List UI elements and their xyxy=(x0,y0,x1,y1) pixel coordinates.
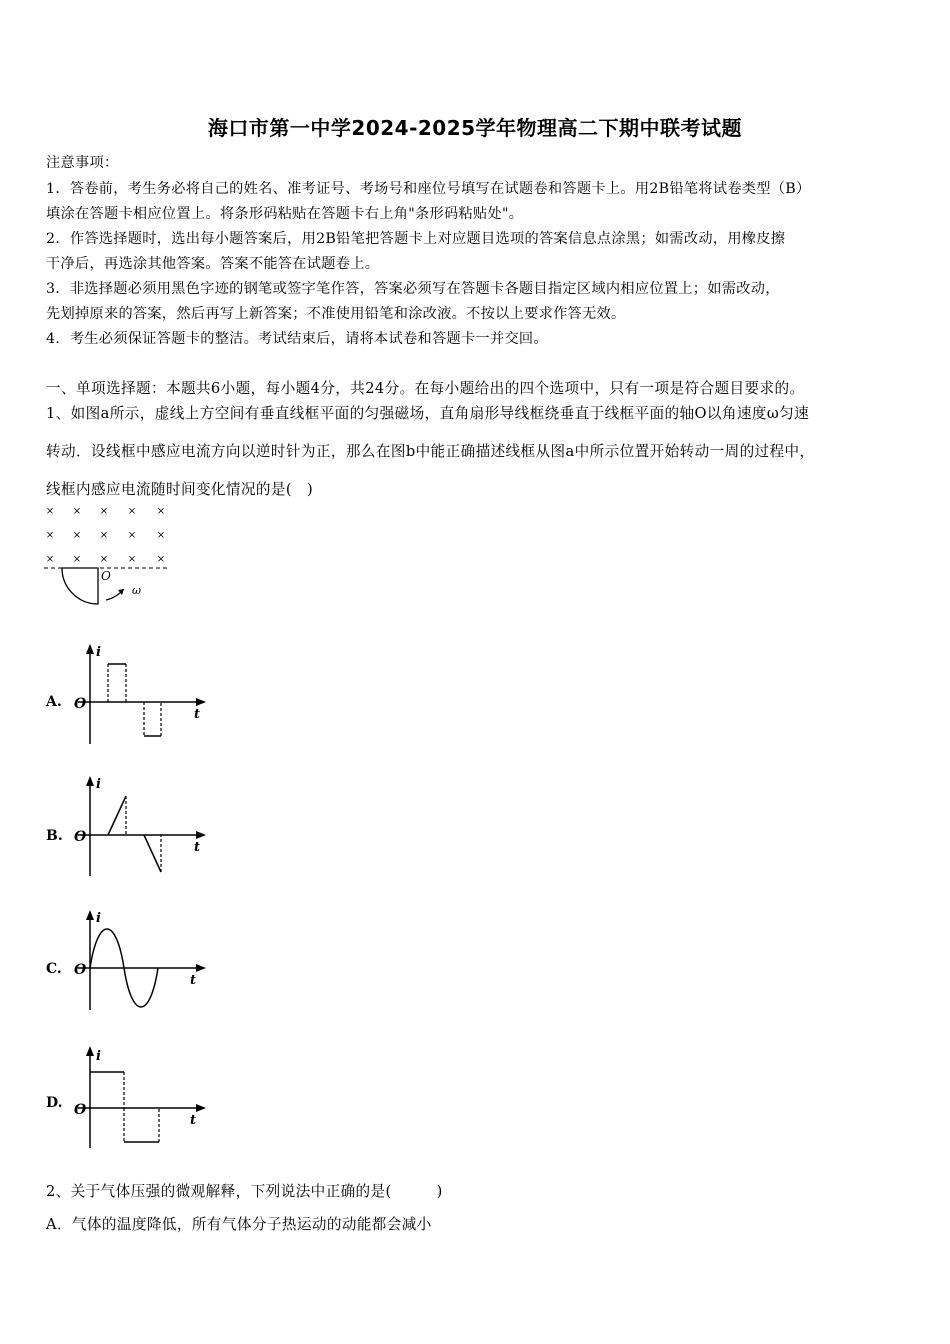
x-axis-label: t xyxy=(194,840,201,855)
page-title: 海口市第一中学2024-2025学年物理高二下期中联考试题 xyxy=(207,116,743,140)
notice-line: 2．作答选择题时，选出每小题答案后，用2B铅笔把答题卡上对应题目选项的答案信息点涂黑；如需改动，用橡皮擦 xyxy=(46,231,786,247)
field-cross-mark: × xyxy=(99,554,109,565)
field-cross-mark: × xyxy=(99,506,109,517)
field-cross-mark: × xyxy=(45,530,55,541)
question-1-stem: 转动．设线框中感应电流方向以逆时针为正，那么在图b中能正确描述线框从图a中所示位置开始转动一周的过程中， xyxy=(46,443,815,460)
field-cross-mark: × xyxy=(45,554,55,565)
y-axis-label: i xyxy=(96,777,101,792)
y-axis-arrowhead xyxy=(86,644,94,654)
option-a-graph[interactable] xyxy=(70,640,220,750)
option-a-label[interactable]: A. xyxy=(46,694,62,710)
rising-ramp xyxy=(108,796,126,835)
falling-ramp xyxy=(144,835,161,872)
field-cross-mark: × xyxy=(127,554,137,565)
sector-frame xyxy=(62,568,98,604)
x-axis-arrowhead xyxy=(196,1104,206,1112)
origin-label: O xyxy=(74,1102,87,1118)
field-cross-mark: × xyxy=(127,506,137,517)
question-1-stem: 1、如图a所示，虚线上方空间有垂直线框平面的匀强磁场，直角扇形导线框绕垂直于线框平面的轴O以角速度ω匀速 xyxy=(46,405,810,422)
notice-line: 4．考生必须保证答题卡的整洁。考试结束后，请将本试卷和答题卡一并交回。 xyxy=(46,331,548,347)
origin-label: O xyxy=(74,962,87,978)
notice-line: 先划掉原来的答案，然后再写上新答案；不准使用铅笔和涂改液。不按以上要求作答无效。 xyxy=(46,306,626,322)
x-axis-arrowhead xyxy=(196,831,206,839)
question-1-stem: 线框内感应电流随时间变化情况的是( ) xyxy=(46,481,314,498)
omega-label: ω xyxy=(132,584,141,597)
section-heading: 一、单项选择题：本题共6小题，每小题4分，共24分。在每小题给出的四个选项中，只有一项是符合题目要求的。 xyxy=(46,380,805,397)
notice-heading: 注意事项： xyxy=(46,155,119,171)
y-axis-label: i xyxy=(96,911,101,926)
notice-line: 1．答卷前，考生务必将自己的姓名、准考证号、考场号和座位号填写在试题卷和答题卡上。用2B铅笔将试卷类型（B） xyxy=(46,181,811,197)
origin-label: O xyxy=(74,829,87,845)
field-cross-mark: × xyxy=(45,506,55,517)
axis-o-label: O xyxy=(101,569,111,583)
question-2-option-a[interactable]: A．气体的温度降低，所有气体分子热运动的动能都会减小 xyxy=(46,1216,432,1233)
field-cross-mark: × xyxy=(99,530,109,541)
x-axis-label: t xyxy=(190,973,197,988)
notice-line: 干净后，再选涂其他答案。答案不能答在试题卷上。 xyxy=(46,256,380,272)
x-axis-label: t xyxy=(194,707,201,722)
option-c-label[interactable]: C. xyxy=(46,961,62,977)
x-axis-label: t xyxy=(190,1113,197,1128)
y-axis-arrowhead xyxy=(86,910,94,920)
question-2-stem: 2、关于气体压强的微观解释，下列说法中正确的是( ) xyxy=(46,1183,443,1200)
option-b-label[interactable]: B. xyxy=(46,828,63,844)
option-c-graph[interactable] xyxy=(70,906,220,1016)
figure-a xyxy=(40,500,180,610)
y-axis-arrowhead xyxy=(86,1046,94,1056)
notice-line: 填涂在答题卡相应位置上。将条形码粘贴在答题卡右上角"条形码粘贴处"。 xyxy=(46,206,524,222)
field-cross-mark: × xyxy=(127,530,137,541)
field-cross-mark: × xyxy=(72,530,82,541)
option-d-graph[interactable] xyxy=(70,1042,220,1152)
origin-label: O xyxy=(74,696,87,712)
y-axis-label: i xyxy=(96,1049,101,1064)
option-d-label[interactable]: D. xyxy=(46,1095,63,1111)
x-axis-arrowhead xyxy=(196,964,206,972)
field-cross-mark: × xyxy=(156,506,166,517)
y-axis-arrowhead xyxy=(86,776,94,786)
field-cross-mark: × xyxy=(156,554,166,565)
y-axis-label: i xyxy=(96,645,101,660)
field-cross-mark: × xyxy=(72,506,82,517)
option-b-graph[interactable] xyxy=(70,772,220,882)
x-axis-arrowhead xyxy=(196,698,206,706)
field-cross-mark: × xyxy=(72,554,82,565)
notice-line: 3．非选择题必须用黑色字迹的钢笔或签字笔作答，答案必须写在答题卡各题目指定区域内相应位置上；如需改动， xyxy=(46,281,780,297)
field-cross-mark: × xyxy=(156,530,166,541)
